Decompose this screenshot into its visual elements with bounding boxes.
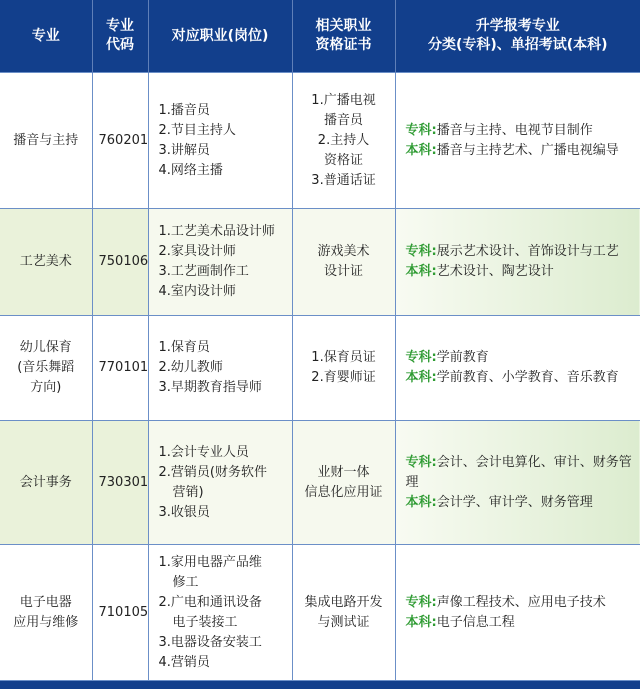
header-certificates: 相关职业 资格证书 [292,0,395,73]
table-row [0,545,640,681]
benke-label: 本科: [405,494,437,510]
header-code: 专业 代码 [92,0,148,73]
further-study [395,316,640,421]
benke-value: 艺术设计、陶艺设计 [436,264,554,279]
header-row [0,0,640,73]
benke-value: 播音与主持艺术、广播电视编导 [436,142,619,158]
major-code: 710105 [92,545,148,681]
major-name: 电子电器 应用与维修 [0,545,92,681]
zhuanke-value: 播音与主持、电视节目制作 [436,122,593,138]
header-major: 专业 [0,0,92,73]
zhuanke-label: 专科: [405,594,437,610]
zhuanke-value: 展示艺术设计、首饰设计与工艺 [436,244,619,259]
job-list: 1.工艺美术品设计师 2.家具设计师 3.工艺画制作工 4.室内设计师 [148,209,292,316]
table-row [0,316,640,421]
major-name: 工艺美术 [0,209,92,316]
benke-label: 本科: [405,142,437,158]
job-list: 1.播音员 2.节目主持人 3.讲解员 4.网络主播 [148,73,292,209]
zhuanke-value: 学前教育 [436,350,489,365]
certificate-list: 集成电路开发 与测试证 [292,545,395,681]
certificate-list: 1.保育员证 2.育婴师证 [292,316,395,421]
job-list: 1.会计专业人员 2.营销员(财务软件 营销) 3.收银员 [148,421,292,545]
header-jobs: 对应职业(岗位) [148,0,292,73]
zhuanke-value: 会计、会计电算化、审计、财务管理 [405,454,632,490]
table-row [0,209,640,316]
job-list: 1.保育员 2.幼儿教师 3.早期教育指导师 [148,316,292,421]
header-further-study: 升学报考专业 分类(专科)、单招考试(本科) [395,0,640,73]
zhuanke-label: 专科: [405,122,437,138]
further-study [395,545,640,681]
zhuanke-value: 声像工程技术、应用电子技术 [436,594,606,610]
certificate-list: 游戏美术 设计证 [292,209,395,316]
certificate-list: 1.广播电视 播音员 2.主持人 资格证 3.普通话证 [292,73,395,209]
major-name: 会计事务 [0,421,92,545]
further-study [395,421,640,545]
zhuanke-label: 专科: [405,350,437,365]
major-code: 730301 [92,421,148,545]
benke-label: 本科: [405,614,437,630]
benke-value: 学前教育、小学教育、音乐教育 [436,370,619,385]
zhuanke-label: 专科: [405,244,437,259]
table-row [0,73,640,209]
bottom-bar [0,681,640,689]
major-code: 750106 [92,209,148,316]
certificate-list: 业财一体 信息化应用证 [292,421,395,545]
benke-label: 本科: [405,370,437,385]
further-study [395,73,640,209]
major-code: 760201 [92,73,148,209]
major-name: 幼儿保育 (音乐舞蹈 方向) [0,316,92,421]
zhuanke-label: 专科: [405,454,437,470]
benke-value: 电子信息工程 [436,614,515,630]
major-code: 770101 [92,316,148,421]
further-study [395,209,640,316]
benke-label: 本科: [405,264,437,279]
job-list: 1.家用电器产品维 修工 2.广电和通讯设备 电子装接工 3.电器设备安装工 4.营销员 [148,545,292,681]
table-row [0,421,640,545]
major-name: 播音与主持 [0,73,92,209]
benke-value: 会计学、审计学、财务管理 [436,494,593,510]
